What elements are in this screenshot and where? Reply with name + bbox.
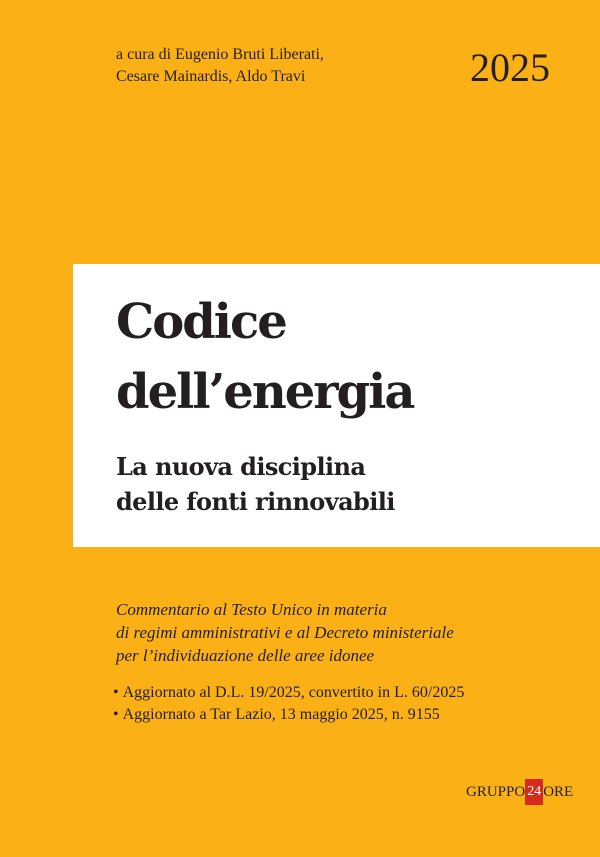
editors-line-1: a cura di Eugenio Bruti Liberati, <box>116 46 324 63</box>
description-line-1: Commentario al Testo Unico in materia <box>116 600 387 619</box>
bullet-icon: • <box>113 706 119 723</box>
publisher-logo-prefix: GRUPPO <box>466 784 526 800</box>
editors-line-2: Cesare Mainardis, Aldo Travi <box>116 68 306 85</box>
bullet-icon: • <box>113 684 119 701</box>
book-title-line-1: Codice <box>116 294 286 350</box>
editors <box>116 44 324 88</box>
description-line-2: di regimi amministrativi e al Decreto ministeriale <box>116 623 454 642</box>
publisher-logo <box>466 779 573 805</box>
update-item <box>113 682 464 704</box>
update-text: Aggiornato a Tar Lazio, 13 maggio 2025, n. 9155 <box>122 706 440 723</box>
description-line-3: per l’individuazione delle aree idonee <box>116 646 375 665</box>
book-subtitle-line-2: delle fonti rinnovabili <box>116 487 395 516</box>
publisher-logo-box: 24 <box>525 779 543 805</box>
update-list <box>113 682 464 726</box>
book-subtitle-line-1: La nuova disciplina <box>116 452 366 481</box>
update-text: Aggiornato al D.L. 19/2025, convertito in L. 60/2025 <box>122 684 465 701</box>
publisher-logo-suffix: ORE <box>543 784 574 800</box>
book-title-line-2: dell’energia <box>116 364 414 420</box>
title-panel <box>73 264 600 547</box>
description <box>116 598 454 667</box>
update-item <box>113 704 464 726</box>
edition-year: 2025 <box>470 45 550 90</box>
